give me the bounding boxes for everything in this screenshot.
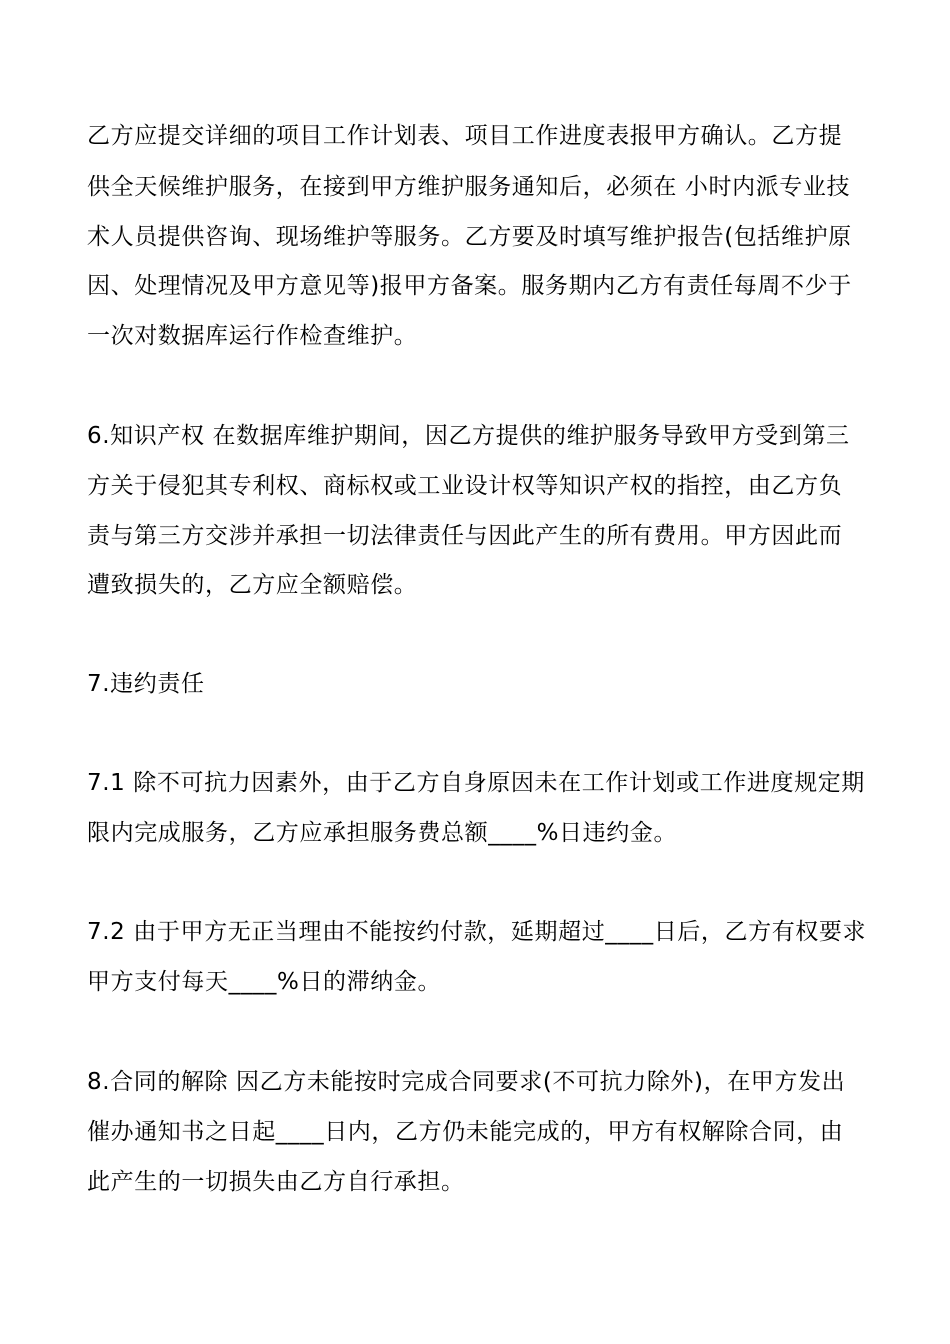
text-line: 供全天候维护服务，在接到甲方维护服务通知后，必须在 小时内派专业技 <box>87 174 851 200</box>
text-line: 方关于侵犯其专利权、商标权或工业设计权等知识产权的指控，由乙方负 <box>87 473 843 499</box>
text-line: 一次对数据库运行作检查维护。 <box>87 323 418 349</box>
text-line: 乙方应提交详细的项目工作计划表、项目工作进度表报甲方确认。乙方提 <box>87 123 843 149</box>
text-line: 催办通知书之日起____日内，乙方仍未能完成的，甲方有权解除合同，由 <box>87 1119 844 1145</box>
text-line: 责与第三方交涉并承担一切法律责任与因此产生的所有费用。甲方因此而 <box>87 523 843 549</box>
text-line: 6.知识产权 在数据库维护期间，因乙方提供的维护服务导致甲方受到第三 <box>87 423 850 449</box>
text-line: 7.2 由于甲方无正当理由不能按约付款，延期超过____日后，乙方有权要求 <box>87 919 867 945</box>
text-line: 术人员提供咨询、现场维护等服务。乙方要及时填写维护报告(包括维护原 <box>87 224 852 250</box>
text-line: 7.1 除不可抗力因素外，由于乙方自身原因未在工作计划或工作进度规定期 <box>87 770 865 796</box>
section-heading: 7.违约责任 <box>87 671 205 697</box>
text-line: 甲方支付每天____%日的滞纳金。 <box>87 969 442 995</box>
text-line: 限内完成服务，乙方应承担服务费总额____%日违约金。 <box>87 820 678 846</box>
text-line: 8.合同的解除 因乙方未能按时完成合同要求(不可抗力除外)，在甲方发出 <box>87 1069 846 1095</box>
text-line: 因、处理情况及甲方意见等)报甲方备案。服务期内乙方有责任每周不少于 <box>87 273 852 299</box>
text-line: 此产生的一切损失由乙方自行承担。 <box>87 1169 465 1195</box>
text-line: 遭致损失的，乙方应全额赔偿。 <box>87 572 418 598</box>
